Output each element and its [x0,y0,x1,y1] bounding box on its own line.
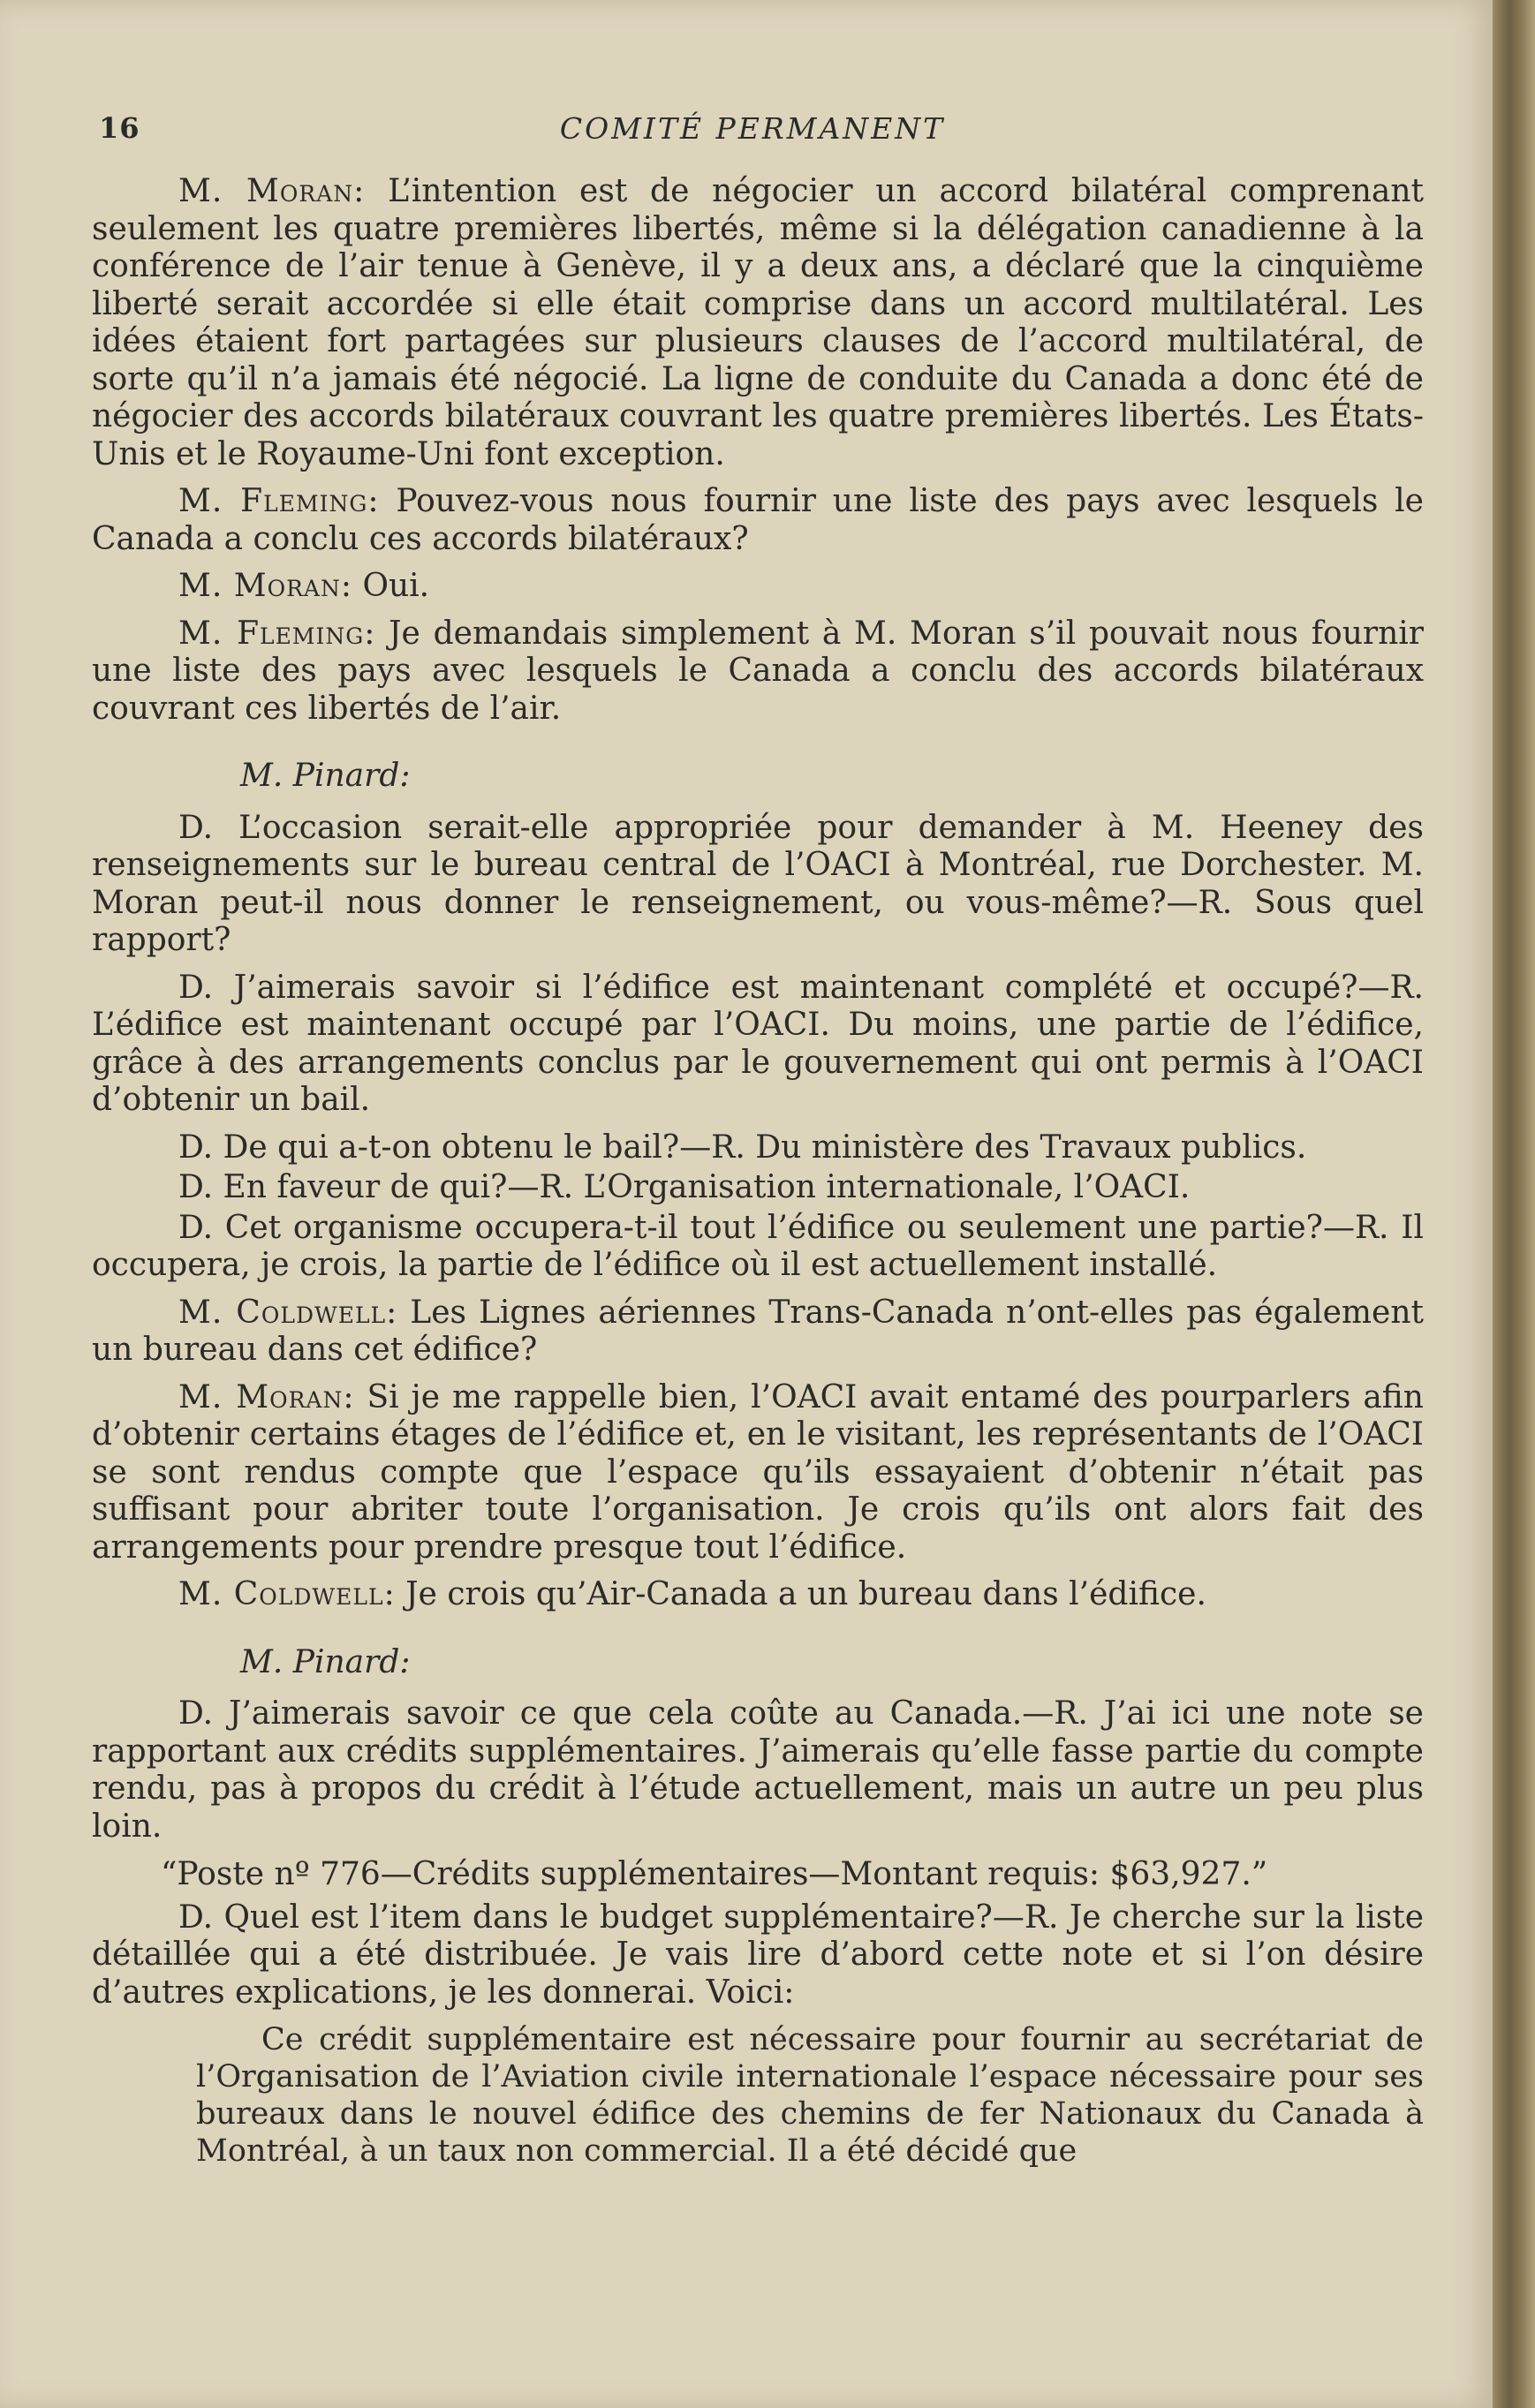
speech-text: Les Lignes aériennes Trans-Canada n’ont-elles pas également un bureau dans cet édifice? [92,1294,1424,1368]
speech-paragraph [92,173,1424,473]
speech-paragraph [92,615,1424,728]
question-answer: D. L’occasion serait-elle appropriée pour demander à M. Heeney des renseignements sur le bureau central de l’OACI à Montréal, rue Dorchester. M. Moran peut-il nous donner le renseignement, ou vous-même?—R. Sous quel rapport? [92,809,1424,958]
speaker-name: M. Moran: [178,173,366,209]
speech-text: Pouvez-vous nous fournir une liste des pays avec lesquels le Canada a conclu ces accords bilatéraux? [92,483,1424,557]
page-number: 16 [99,111,140,145]
question-answer: D. De qui a-t-on obtenu le bail?—R. Du ministère des Travaux publics. [178,1129,1307,1166]
speaker-name: M. Fleming: [178,615,376,652]
question-answer: D. Cet organisme occupera-t-il tout l’édifice ou seulement une partie?—R. Il occupera, je crois, la partie de l’édifice où il est actuellement installé. [92,1209,1424,1283]
speech-paragraph [92,568,1424,606]
speaker-name: M. Moran: [178,568,352,604]
section-heading: M. Pinard: [240,758,411,794]
book-spine-edge [1493,0,1535,2408]
speech-paragraph [92,1379,1424,1567]
speaker-name: M. Moran: [178,1378,355,1415]
question-answer: D. J’aimerais savoir ce que cela coûte au Canada.—R. J’ai ici une note se rapportant aux crédits supplémentaires. J’aimerais qu’elle fasse partie du compte rendu, pas à propos du crédit à l’étude actuellement, mais un autre un peu plus loin. [92,1695,1424,1845]
section-heading: M. Pinard: [240,1643,411,1680]
speech-text: Je crois qu’Air-Canada a un bureau dans l’édifice. [395,1576,1206,1612]
speech-text: L’intention est de négocier un accord bilatéral comprenant seulement les quatre premières libertés, même si la délégation canadienne à la conférence de l’air tenue à Genève, il y a deux ans, a déclaré que la cinquième liberté serait accordée si elle était comprise dans un accord multilatéral. Les idées étaient fort partagées sur plusieurs clauses de l’accord multilatéral, de sorte qu’il n’a jamais été négocié. La ligne de conduite du Canada a donc été de négocier des accords bilatéraux couvrant les quatre premières libertés. Les États-Unis et le Royaume-Uni font exception. [92,173,1424,472]
page-header [99,106,1406,159]
question-answer: D. En faveur de qui?—R. L’Organisation internationale, l’OACI. [178,1169,1191,1205]
speaker-name: M. Fleming: [178,483,380,519]
speech-text: Si je me rappelle bien, l’OACI avait entamé des pourparlers afin d’obtenir certains étages de l’édifice et, en le visitant, les représentants de l’OACI se sont rendus compte que l’espace qu’ils essayaient d’obtenir n’était pas suffisant pour abriter toute l’organisation. Je crois qu’ils ont alors fait des arrangements pour prendre presque tout l’édifice. [92,1378,1424,1566]
block-quote: Ce crédit supplémentaire est nécessaire pour fournir au secrétariat de l’Organisation de l’Aviation civile internationale l’espace nécessaire pour ses bureaux dans le nouvel édifice des chemins de fer Nationaux du Canada à Montréal, à un taux non commercial. Il a été décidé que [196,2022,1424,2169]
page-body [92,173,1424,2170]
budget-item-quote: “Poste nº 776—Crédits supplémentaires—Montant requis: $63,927.” [161,1856,1268,1892]
question-answer: D. J’aimerais savoir si l’édifice est maintenant complété et occupé?—R. L’édifice est maintenant occupé par l’OACI. Du moins, une partie de l’édifice, grâce à des arrangements conclus par le gouvernement qui ont permis à l’OACI d’obtenir un bail. [92,969,1424,1118]
speech-paragraph [92,1295,1424,1370]
speech-paragraph [92,483,1424,558]
speech-text: Je demandais simplement à M. Moran s’il pouvait nous fournir une liste des pays avec lesquels le Canada a conclu des accords bilatéraux couvrant ces libertés de l’air. [92,615,1424,727]
speaker-name: M. Coldwell: [178,1576,396,1612]
speech-text: Oui. [352,568,430,604]
question-answer: D. Quel est l’item dans le budget supplémentaire?—R. Je cherche sur la liste détaillée qui a été distribuée. Je vais lire d’abord cette note et si l’on désire d’autres explications, je les donnerai. Voici: [92,1898,1424,2011]
speech-paragraph [92,1576,1424,1614]
speaker-name: M. Coldwell: [178,1294,398,1331]
running-title: COMITÉ PERMANENT [559,111,946,146]
